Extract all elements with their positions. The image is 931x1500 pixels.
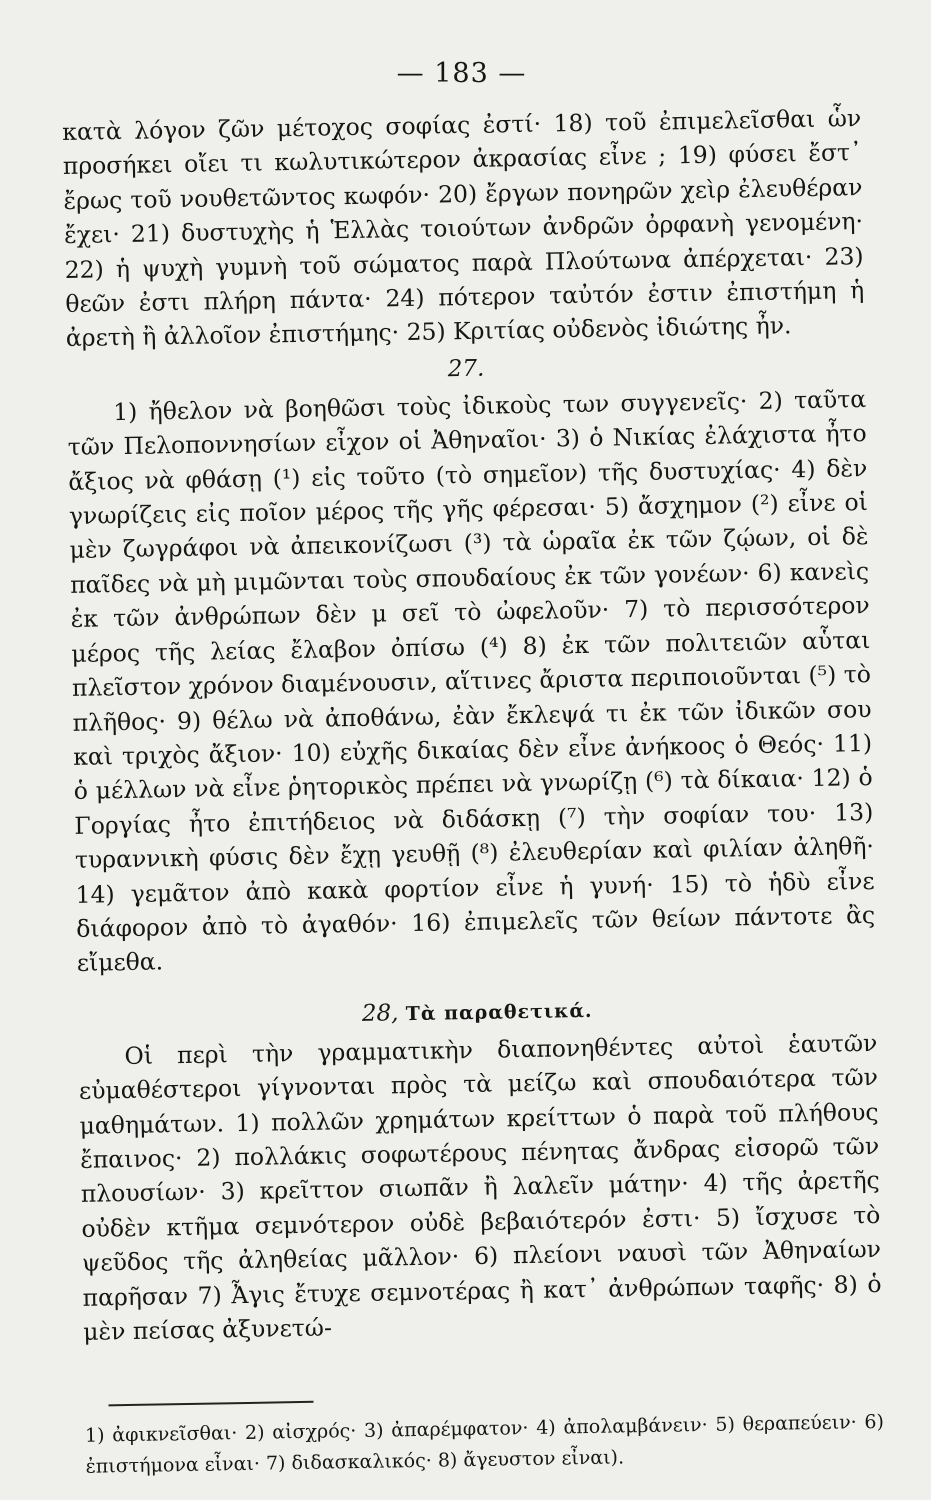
exercise-28-text: Οἱ περὶ τὴν γραμματικὴν διαπονηθέντες αὐτοὶ ἑαυτῶν εὐμαθέστεροι γίγνονται πρὸς τὰ μείζω καὶ σπουδαιότερα τῶν μαθημάτων. 1) πολλῶν χρημάτων κρείττων ὁ παρὰ τοῦ πλήθους ἔπαινος· 2) πολλάκις σοφωτέρους πένητας ἄνδρας εἰσορῶ τῶν πλουσίων· 3) κρεῖττον σιωπᾶν ἢ λαλεῖν μάτην· 4) τῆς ἀρετῆς οὐδὲν κτῆμα σεμνότερον οὐδὲ βεβαιότερόν ἐστι· 5) ἴσχυσε τὸ ψεῦδος τῆς ἀληθείας μᾶλλον· 6) πλείονι ναυσὶ τῶν Ἀθηναίων παρῆσαν 7) Ἆγις ἔτυχε σεμνοτέρας ἢ κατ᾽ ἀνθρώπων ταφῆς· 8) ὁ μὲν πείσας ἀξυνετώ- <box>78 1028 882 1346</box>
section-28-title: Τὰ παραθετικά. <box>405 999 593 1025</box>
page-number: — 183 — <box>396 58 527 89</box>
exercise-27-text: 1) ἤθελον νὰ βοηθῶσι τοὺς ἰδικοὺς των συγγενεῖς· 2) ταῦτα τῶν Πελοποννησίων εἶχον οἱ Ἀθηναῖοι· 3) ὁ Νικίας ἐλάχιστα ἦτο ἄξιος νὰ φθάσῃ (¹) εἰς τοῦτο (τὸ σημεῖον) τῆς δυστυχίας· 4) δὲν γνωρίζεις εἰς ποῖον μέρος τῆς γῆς φέρεσαι· 5) ἄσχημον (²) εἶνε οἱ μὲν ζωγράφοι νὰ ἀπεικονίζωσι (³) τὰ ὡραῖα ἐκ τῶν ζῴων, οἱ δὲ παῖδες νὰ μὴ μιμῶνται τοὺς σπουδαίους ἐκ τῶν γονέων· 6) κανεὶς ἐκ τῶν ἀνθρώπων δὲν μ σεῖ τὸ ὠφελοῦν· 7) τὸ περισσότερον μέρος τῆς λείας ἔλαβον ὀπίσω (⁴) 8) ἐκ τῶν πολιτειῶν αὗται πλεῖστον χρόνον διαμένουσιν, αἵτινες ἄριστα περιποιοῦνται (⁵) τὸ πλῆθος· 9) θέλω νὰ ἀποθάνω, ἐὰν ἔκλεψά τι ἐκ τῶν ἰδικῶν σου καὶ τριχὸς ἄξιον· 10) εὐχῆς δικαίας δὲν εἶνε ἀνήκοος ὁ Θεός· 11) ὁ μέλλων νὰ εἶνε ῥητορικὸς πρέπει νὰ γνωρίζῃ (⁶) τὰ δίκαια· 12) ὁ Γοργίας ἦτο ἐπιτήδειος νὰ διδάσκῃ (⁷) τὴν σοφίαν του· 13) τυραννικὴ φύσις δὲν ἔχῃ γευθῇ (⁸) ἐλευθερίαν καὶ φιλίαν ἀληθῆ· 14) γεμᾶτον ἀπὸ κακὰ φορτίον εἶνε ἡ γυνή· 15) τὸ ἡδὺ εἶνε διάφορον ἀπὸ τὸ ἀγαθόν· 16) ἐπιμελεῖς τῶν θείων πάντοτε ἂς εἴμεθα. <box>67 384 876 978</box>
footnote-divider <box>109 1401 314 1407</box>
footnotes: 1) ἀφικνεῖσθαι· 2) αἰσχρός· 3) ἀπαρέμφατον· 4) ἀπολαμβάνειν· 5) θεραπεύειν· 6) ἐπιστήμονα εἶναι· 7) διδασκαλικός· 8) ἄγευστον εἶναι). <box>84 1411 885 1479</box>
section-28-number: 28, <box>361 1000 399 1027</box>
page-body <box>62 101 885 1483</box>
section-27-number: 27. <box>447 355 485 383</box>
exercise-26-continuation: κατὰ λόγον ζῶν μέτοχος σοφίας ἐστί· 18) τοῦ ἐπιμελεῖσθαι ὧν προσήκει οἴει τι κωλυτικώτερον ἀκρασίας εἶνε ; 19) φύσει ἔστ᾽ ἔρως τοῦ νουθετῶντος κωφόν· 20) ἔργων πονηρῶν χεὶρ ἐλευθέραν ἔχει· 21) δυστυχὴς ἡ Ἑλλὰς τοιούτων ἀνδρῶν ὀρφανὴ γενομένη· 22) ἡ ψυχὴ γυμνὴ τοῦ σώματος παρὰ Πλούτωνα ἀπέρχεται· 23) θεῶν ἐστι πλήρη πάντα· 24) πότερον ταὐτόν ἐστιν ἐπιστήμη ἡ ἀρετὴ ἢ ἀλλοῖον ἐπιστήμης· 25) Κριτίας οὐδενὸς ἰδιώτης ἦν. <box>62 104 865 353</box>
